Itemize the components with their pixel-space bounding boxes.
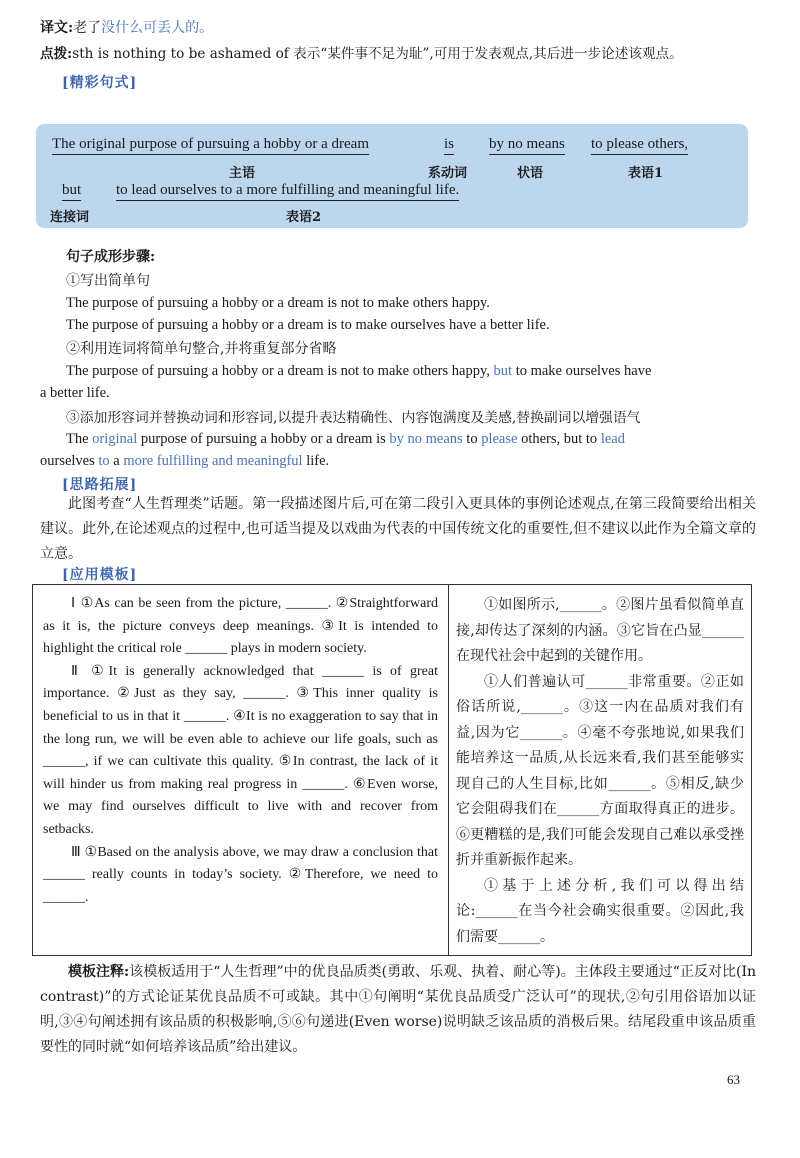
hl-label-subject: 主语 [229, 166, 256, 181]
section-template-heading: [应用模板] [62, 567, 138, 583]
hl-label-predicative1: 表语1 [628, 166, 664, 181]
hl-predicative2: to lead ourselves to a more fulfilling and meaningful life. [116, 182, 459, 201]
step2-conj: but [493, 363, 513, 379]
s3-t6: a [113, 453, 120, 469]
note-label: 模板注释: [68, 964, 130, 980]
section-idea-heading: [思路拓展] [62, 477, 138, 493]
step3-heading: ③添加形容词并替换动词和形容词,以提升表达精确性、内容饱满度及美感,替换副词以增强语气 [66, 410, 641, 426]
s3-t2: purpose of pursuing a hobby or a dream is [140, 431, 386, 447]
note-text: 该模板适用于“人生哲理”中的优良品质类(勇敢、乐观、执着、耐心等)。主体段主要通过“正反对比(In contrast)”的方式论证某优良品质不可或缺。其中①句阐明“某优良品质受广泛认可”的现状,②句引用俗语加以证明,③④句阐述拥有该品质的积极影响,⑤⑥句递进(Even worse)说明缺乏该品质的消极后果。结尾段重申该品质重要性的同时就“如何培养该品质”给出建议。 [40, 964, 756, 1055]
step1-heading: ①写出简单句 [66, 273, 150, 289]
step2-part-a: The purpose of pursuing a hobby or a dream is not to make others happy, [66, 363, 490, 379]
s3-t3: to [466, 431, 478, 447]
template-box [32, 584, 752, 956]
page-number: 63 [727, 1072, 740, 1087]
tip-line [40, 44, 756, 64]
template-english [43, 593, 438, 909]
highlight-sentence-box [36, 124, 748, 228]
steps-title: 句子成形步骤: [66, 249, 156, 265]
template-chinese [456, 593, 744, 950]
template-divider [448, 585, 449, 955]
step2-part-c: to make ourselves have [515, 363, 652, 379]
hl-label-conj: 连接词 [50, 210, 90, 225]
tip-text: sth is nothing to be ashamed of 表示“某件事不足为耻”,可用于发表观点,其后进一步论述该观点。 [72, 46, 683, 62]
template-en-p1: Ⅰ ①As can be seen from the picture, ______. ②Straightforward as it is, the picture conveys deep meanings. ③It is intended to highlight the critical role ______ plays in modern society. [43, 596, 438, 657]
s3-b4: lead [600, 431, 625, 447]
s3-b6: more fulfilling and meaningful [123, 453, 303, 469]
hl-predicative1: to please others, [591, 136, 688, 155]
s3-b2: by no means [389, 431, 463, 447]
step2-heading: ②利用连词将简单句整合,并将重复部分省略 [66, 341, 337, 357]
s3-b3: please [481, 431, 518, 447]
hl-label-predicative2: 表语2 [286, 210, 322, 225]
hl-label-verb: 系动词 [428, 166, 468, 181]
hl-adverbial: by no means [489, 136, 565, 155]
s3-t7: life. [306, 453, 330, 469]
template-en-p2: Ⅱ ①It is generally acknowledged that ______ is of great importance. ②Just as they say, ______. ③This inner quality is beneficial to us in that it ______. ④It is no exaggeration to say that in the long run, we will be even able to achieve our life goals, such as ______, if we can cultivate this quality. ⑤In contrast, the lack of it will hinder us from making real progress in ______. ⑥Even worse, we may find ourselves difficult to live with and recover from setbacks. [43, 663, 438, 837]
hl-verb: is [444, 136, 454, 155]
template-cn-p1: ①如图所示,______。②图片虽看似简单直接,却传达了深刻的内涵。③它旨在凸显______在现代社会中起到的关键作用。 [456, 597, 744, 664]
template-cn-p2: ①人们普遍认可______非常重要。②正如俗话所说,______。③这一内在品质对我们有益,因为它______。④毫不夸张地说,如果我们能培养这一品质,从长远来看,我们甚至能够实现自己的人生目标,比如______。⑤相反,缺少它会阻碍我们在______方面取得真正的进步。⑥更糟糕的是,我们可能会发现自己难以承受挫折并重新振作起来。 [456, 673, 744, 868]
s3-b5: to [98, 453, 110, 469]
step3-sentence [66, 428, 625, 450]
step1-sentence-b: The purpose of pursuing a hobby or a dream is to make ourselves have a better life. [66, 317, 550, 333]
step2-sentence-cont: a better life. [40, 385, 110, 401]
step2-sentence [66, 360, 651, 382]
hl-conj: but [62, 182, 81, 201]
step1-sentence-a: The purpose of pursuing a hobby or a dream is not to make others happy. [66, 295, 490, 311]
translation-line [40, 18, 756, 38]
hl-label-adverbial: 状语 [517, 166, 544, 181]
translation-highlight: 没什么可丢人的。 [101, 20, 214, 36]
s3-t4: others, but to [521, 431, 598, 447]
section-sentence-heading: [精彩句式] [62, 75, 138, 91]
s3-t1: The [66, 431, 89, 447]
translation-text: 老了 [73, 20, 102, 36]
template-cn-p3: ①基于上述分析,我们可以得出结论:______在当今社会确实很重要。②因此,我们需要______。 [456, 877, 744, 945]
template-note [40, 960, 756, 1060]
step3-sentence-cont [40, 450, 329, 472]
template-en-p3: Ⅲ ①Based on the analysis above, we may draw a conclusion that ______ really counts in today’s society. ②Therefore, we need to ______. [43, 844, 438, 905]
s3-b1: original [92, 431, 138, 447]
idea-paragraph: 此图考查“人生哲理类”话题。第一段描述图片后,可在第二段引入更具体的事例论述观点,在第三段简要给出相关建议。此外,在论述观点的过程中,也可适当提及以戏曲为代表的中国传统文化的重要性,但不建议以此作为全篇文章的立意。 [40, 496, 756, 562]
tip-label: 点拨: [40, 46, 73, 62]
translation-label: 译文: [40, 20, 74, 36]
hl-subject: The original purpose of pursuing a hobby or a dream [52, 136, 369, 155]
s3-t5: ourselves [40, 453, 95, 469]
